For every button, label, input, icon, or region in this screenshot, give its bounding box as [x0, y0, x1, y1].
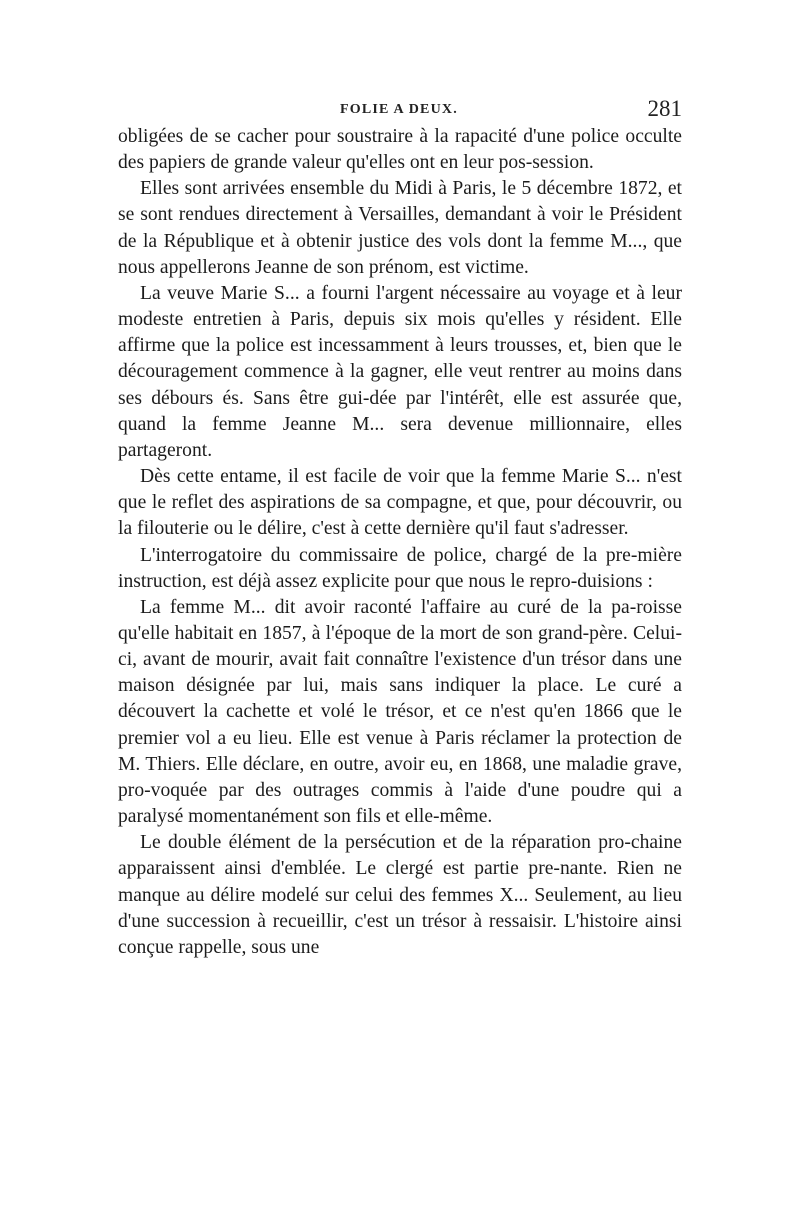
- paragraph-analysis: Le double élément de la persécution et de la réparation pro-chaine apparaissent ainsi d'emblée. Le clergé est partie pre-nante. Rien ne manque au délire modelé sur celui des femmes X... Seulement, au lieu d'une succession à recueillir, c'est un trésor à ressaisir. L'histoire ainsi conçue rappelle, sous une: [118, 832, 682, 958]
- paragraph-continued: obligées de se cacher pour soustraire à la rapacité d'une police occulte des papiers de grande valeur qu'elles ont en leur pos-session.: [118, 126, 682, 174]
- running-header: [118, 96, 682, 126]
- page-number: 281: [647, 96, 682, 121]
- paragraph-interrogation: L'interrogatoire du commissaire de police, chargé de la pre-mière instruction, est déjà assez explicite pour que nous le repro-duisions :: [118, 544, 682, 592]
- body-text: [118, 124, 682, 961]
- paragraph-widow-marie: La veuve Marie S... a fourni l'argent nécessaire au voyage et à leur modeste entretien à Paris, depuis six mois qu'elles y résident. Elle affirme que la police est incessamment à leurs trousses, et, bien que le découragement commence à la gagner, elle veut rentrer au moins dans ses débours és. Sans être gui-dée par l'intérêt, elle est assurée que, quand la femme Jeanne M... sera devenue millionnaire, elles partageront.: [118, 282, 682, 461]
- paragraph-arrival: Elles sont arrivées ensemble du Midi à Paris, le 5 décembre 1872, et se sont rendues directement à Versailles, demandant à voir le Président de la République et à obtenir justice des vols dont la femme M..., que nous appellerons Jeanne de son prénom, est victime.: [118, 178, 682, 278]
- paragraph-reflection: Dès cette entame, il est facile de voir que la femme Marie S... n'est que le reflet des aspirations de sa compagne, et que, pour découvrir, ou la filouterie ou le délire, c'est à cette dernière qu'il faut s'adresser.: [118, 466, 682, 540]
- running-title: FOLIE A DEUX.: [340, 102, 458, 117]
- paragraph-testimony: La femme M... dit avoir raconté l'affaire au curé de la pa-roisse qu'elle habitait en 1857, à l'époque de la mort de son grand-père. Celui-ci, avant de mourir, avait fait connaître l'existence d'un trésor dans une maison désignée par lui, mais sans indiquer la place. Le curé a découvert la cachette et volé le trésor, et ce n'est qu'en 1866 que le premier vol a eu lieu. Elle est venue à Paris réclamer la protection de M. Thiers. Elle déclare, en outre, avoir eu, en 1868, une maladie grave, pro-voquée par des outrages commis à l'aide d'une poudre qui a paralysé momentanément son fils et elle-même.: [118, 596, 682, 828]
